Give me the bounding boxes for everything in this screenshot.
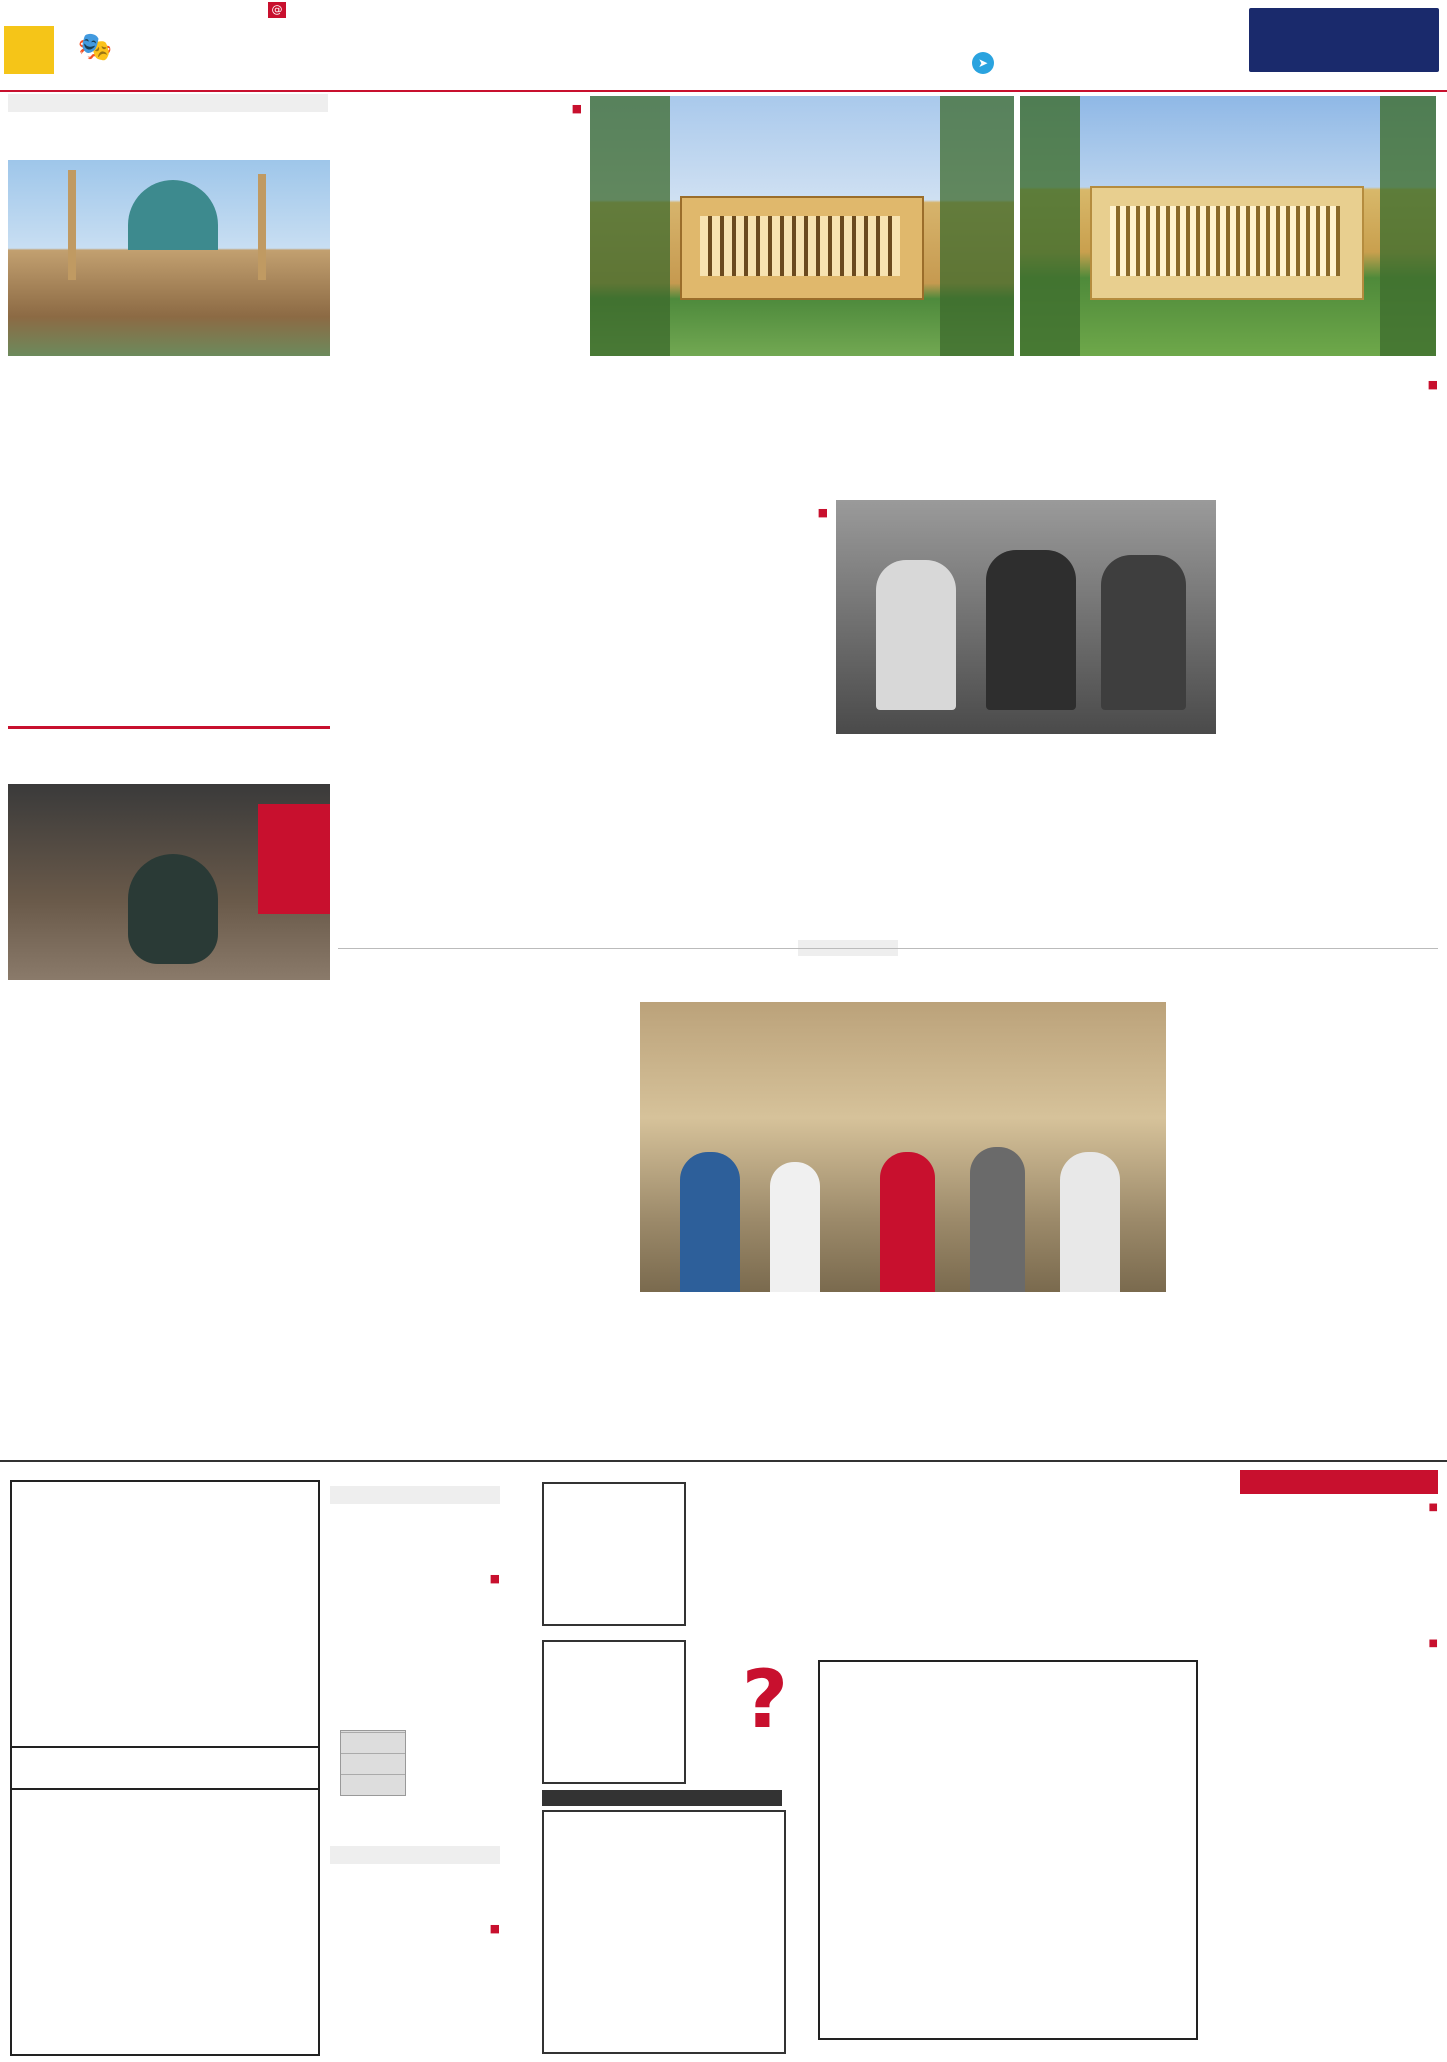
subhead-architecture (1228, 376, 1438, 394)
answer-label (542, 1790, 782, 1806)
lead-column-3 (592, 500, 828, 930)
page-number (4, 26, 54, 74)
table-title (1240, 1470, 1438, 1494)
answer-sudoku-easy (542, 1482, 686, 1626)
subhead-hybrid (592, 504, 828, 522)
subhead-location (338, 100, 582, 118)
news2-redline (8, 726, 330, 729)
lead-column-2 (836, 740, 1216, 930)
sudoku-hard-label (330, 1846, 500, 1864)
sudoku-rules (330, 1570, 500, 1720)
mosque-photo (8, 160, 330, 356)
mansion-photo-right (1020, 96, 1436, 356)
designer-credit (520, 1860, 538, 2050)
mansion-photo-left (590, 96, 1014, 356)
report-divider (338, 948, 1438, 949)
down-clues (1240, 1636, 1438, 2056)
masthead (0, 0, 1447, 92)
crossword-row-numbers (1198, 1660, 1222, 2036)
newspaper-logo (1249, 8, 1439, 72)
question-mark-icon: ? (741, 1653, 789, 1746)
news-label (8, 94, 328, 112)
cube-icon (340, 1730, 406, 1796)
crossword-column-numbers (818, 1640, 1194, 1658)
lead-column-1 (1228, 372, 1438, 932)
report-column-2 (906, 1300, 1166, 1452)
news1-body (8, 362, 330, 722)
across-clues (1240, 1500, 1438, 1630)
report-column-1 (1176, 962, 1438, 1452)
solve-easy-label (690, 1500, 710, 1620)
big-three-photo (836, 500, 1216, 734)
telegram-icon: ➤ (972, 52, 994, 74)
report-column-3 (640, 1300, 898, 1452)
sudoku-about (330, 1920, 500, 2050)
artifact-photo (8, 784, 330, 980)
news2-body (8, 990, 330, 1450)
section-title (528, 30, 668, 76)
sudoku-easy-grid[interactable] (10, 1480, 320, 1790)
puzzles-divider (0, 1460, 1447, 1462)
sudoku-easy-label (330, 1486, 500, 1504)
report-column-4 (338, 962, 632, 1452)
sudoku-hard-grid[interactable] (10, 1746, 320, 2056)
mail-icon: @ (268, 2, 286, 18)
lead-column-4 (338, 96, 582, 936)
answer-crossword (542, 1810, 786, 2054)
theatre-masks-icon: 🎭 (77, 30, 113, 63)
crossword-grid[interactable] (818, 1660, 1198, 2040)
tourists-photo (640, 1002, 1166, 1292)
answer-sudoku-hard (542, 1640, 686, 1784)
solve-hard-label (690, 1650, 710, 1770)
